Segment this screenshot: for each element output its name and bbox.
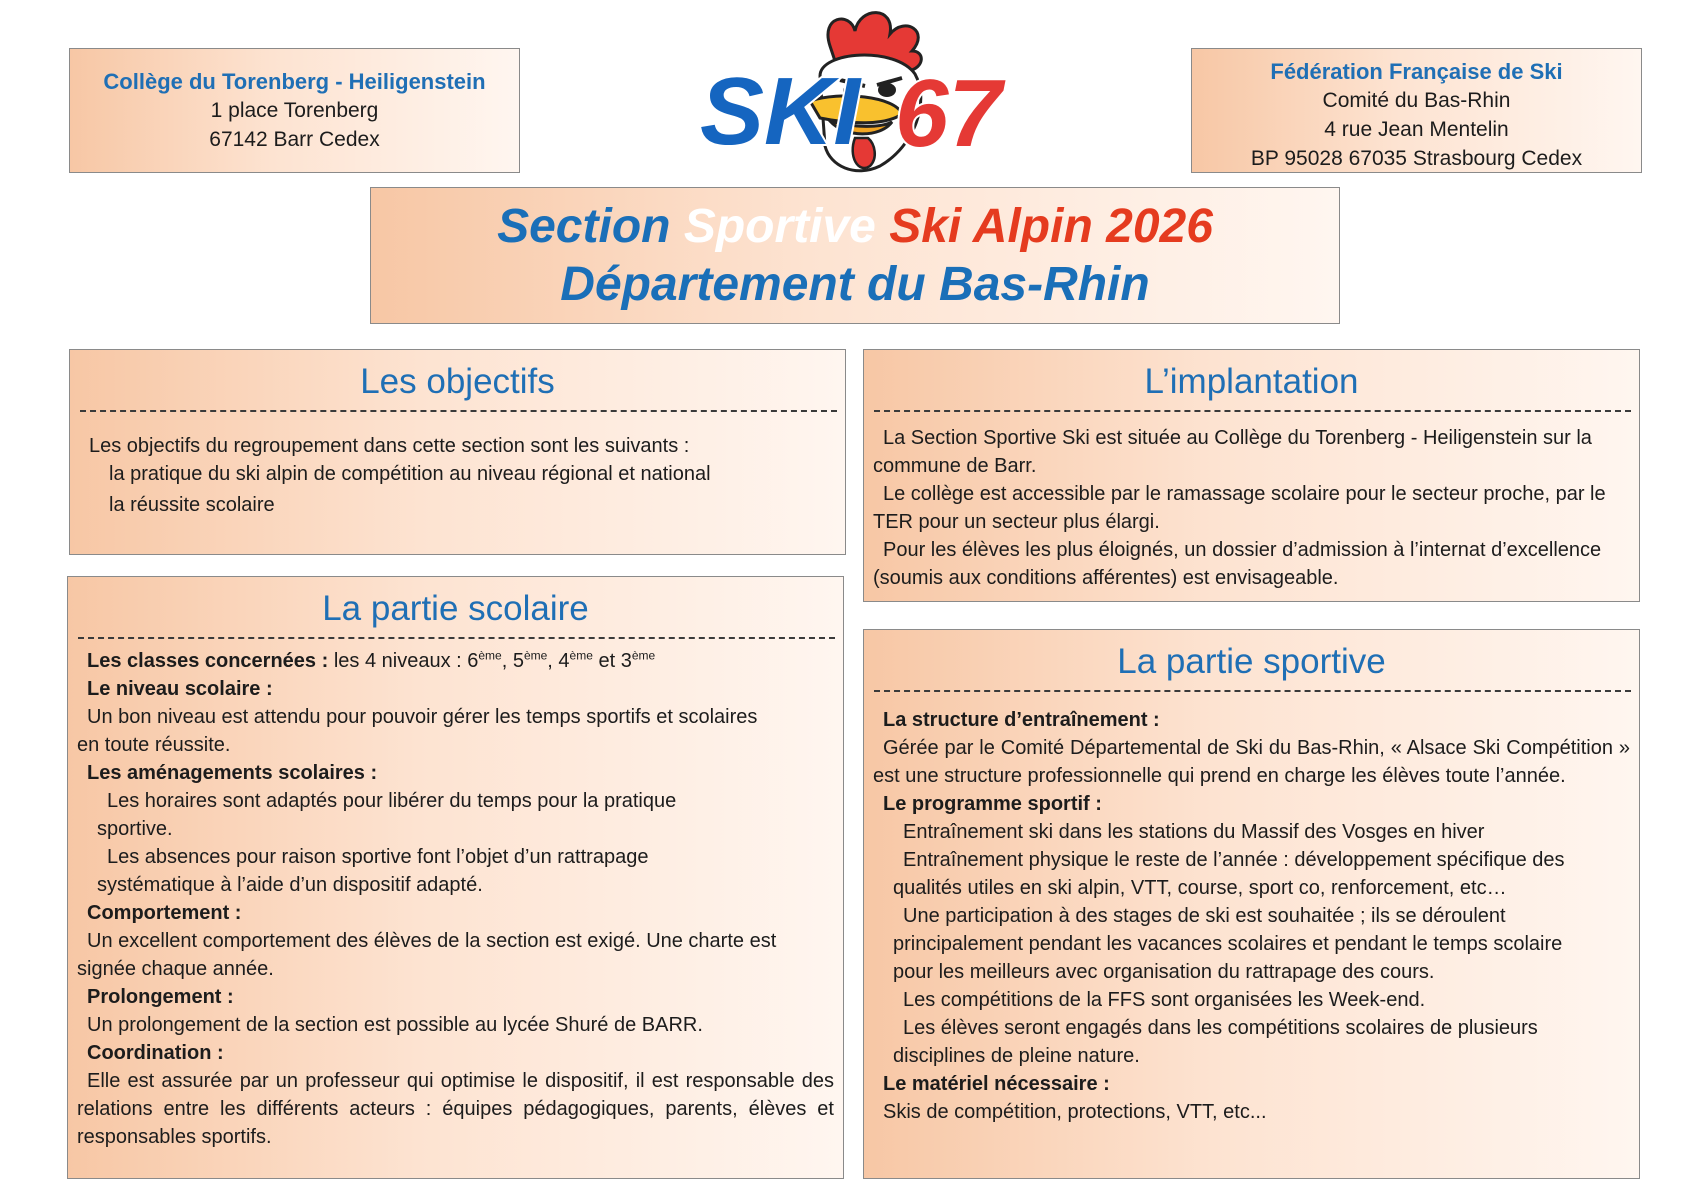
federation-committee: Comité du Bas-Rhin bbox=[1322, 89, 1511, 112]
materiel-label: Le matériel nécessaire : bbox=[883, 1073, 1110, 1095]
implantation-content bbox=[864, 412, 1639, 592]
implantation-p1: La Section Sportive Ski est située au Collège du Torenberg - Heiligenstein sur la commune de Barr. bbox=[873, 427, 1592, 477]
objectifs-intro: Les objectifs du regroupement dans cette section sont les suivants : bbox=[89, 435, 690, 457]
objectifs-content bbox=[70, 412, 845, 519]
logo-67-text: 67 bbox=[895, 60, 1002, 167]
federation-address-box bbox=[1191, 48, 1642, 173]
coord-text: Elle est assurée par un professeur qui optimise le dispositif, il est responsable des relations entre les différents acteurs : équipes pédagogiques, parents, élèves et responsables sportifs. bbox=[77, 1070, 834, 1148]
implantation-p3: Pour les élèves les plus éloignés, un dossier d’admission à l’internat d’excellence (soumis aux conditions afférentes) est envisageable. bbox=[873, 539, 1602, 589]
programme-item: Entraînement physique le reste de l’année : développement spécifique des qualités utiles en ski alpin, VTT, course, sport co, renforcement, etc… bbox=[893, 849, 1565, 899]
programme-item: Les compétitions de la FFS sont organisées les Week-end. bbox=[903, 989, 1426, 1011]
structure-text: Gérée par le Comité Départemental de Ski du Bas-Rhin, « Alsace Ski Compétition » est une structure professionnelle qui prend en charge les élèves toute l’année. bbox=[873, 737, 1630, 787]
programme-item: Une participation à des stages de ski est souhaitée ; ils se déroulent principalement pendant les vacances scolaires et pendant le temps scolaire pour les meilleurs avec organisation du rattrapage des cours. bbox=[893, 905, 1563, 983]
objectifs-item: la pratique du ski alpin de compétition au niveau régional et national bbox=[109, 463, 711, 485]
title-line-1 bbox=[371, 198, 1339, 256]
title-line-2: Département du Bas-Rhin bbox=[560, 258, 1150, 311]
niveau-label: Le niveau scolaire : bbox=[87, 678, 273, 700]
rooster-mascot-icon bbox=[680, 6, 1040, 186]
structure-label: La structure d’entraînement : bbox=[883, 709, 1160, 731]
title-word-section: Section bbox=[497, 200, 671, 253]
prolong-label: Prolongement : bbox=[87, 986, 234, 1008]
level-value: et 3 bbox=[598, 650, 632, 672]
comport-label: Comportement : bbox=[87, 902, 242, 924]
amenag-item: Les absences pour raison sportive font l’objet d’un rattrapage systématique à l’aide d’un dispositif adapté. bbox=[97, 846, 649, 896]
college-city: 67142 Barr Cedex bbox=[209, 128, 380, 151]
ski67-logo bbox=[680, 6, 1040, 186]
comport-text: Un excellent comportement des élèves de la section est exigé. Une charte est signée chaque année. bbox=[77, 930, 777, 980]
amenag-item: Les horaires sont adaptés pour libérer du temps pour la pratique sportive. bbox=[97, 790, 677, 840]
federation-street: 4 rue Jean Mentelin bbox=[1324, 118, 1509, 141]
implantation-p2: Le collège est accessible par le ramassage scolaire pour le secteur proche, par le TER pour un secteur plus élargi. bbox=[873, 483, 1606, 533]
niveau-text: Un bon niveau est attendu pour pouvoir gérer les temps sportifs et scolaires en toute réussite. bbox=[77, 706, 758, 756]
college-name: Collège du Torenberg - Heiligenstein bbox=[103, 69, 486, 94]
level-value: 5 bbox=[512, 650, 524, 672]
implantation-panel bbox=[863, 349, 1640, 602]
prolong-text: Un prolongement de la section est possible au lycée Shuré de BARR. bbox=[87, 1014, 703, 1036]
classes-label: Les classes concernées : bbox=[87, 650, 329, 672]
page-title-box bbox=[370, 187, 1340, 324]
federation-name: Fédération Française de Ski bbox=[1270, 59, 1563, 84]
materiel-text: Skis de compétition, protections, VTT, etc... bbox=[883, 1101, 1267, 1123]
federation-postbox: BP 95028 67035 Strasbourg Cedex bbox=[1250, 147, 1583, 170]
objectifs-title: Les objectifs bbox=[360, 362, 555, 401]
logo-ski-text: SKI bbox=[700, 58, 861, 165]
programme-item: Entraînement ski dans les stations du Massif des Vosges en hiver bbox=[903, 821, 1485, 843]
sportive-panel bbox=[863, 629, 1640, 1179]
objectifs-panel bbox=[69, 349, 846, 555]
ordinal-sup: ème bbox=[631, 648, 656, 663]
sportive-content bbox=[864, 692, 1639, 1126]
classes-line: Les classes concernées : les 4 niveaux : 6ème, 5ème, 4ème et 3ème bbox=[87, 648, 656, 672]
ordinal-sup: ème bbox=[523, 648, 548, 663]
college-street: 1 place Torenberg bbox=[210, 99, 379, 122]
objectifs-item: la réussite scolaire bbox=[109, 494, 275, 516]
programme-label: Le programme sportif : bbox=[883, 793, 1102, 815]
amenag-label: Les aménagements scolaires : bbox=[87, 762, 378, 784]
ordinal-sup: ème bbox=[478, 648, 502, 663]
sportive-title: La partie sportive bbox=[1117, 642, 1386, 681]
coord-label: Coordination : bbox=[87, 1042, 224, 1064]
implantation-title: L’implantation bbox=[1144, 362, 1359, 401]
scolaire-content bbox=[68, 639, 843, 1151]
scolaire-title: La partie scolaire bbox=[322, 589, 589, 628]
title-word-sportive: Sportive bbox=[683, 200, 876, 253]
ordinal-sup: ème bbox=[569, 648, 593, 663]
college-address-box bbox=[69, 48, 520, 173]
scolaire-panel bbox=[67, 576, 844, 1179]
classes-text: les 4 niveaux : 6 bbox=[333, 650, 479, 672]
programme-item: Les élèves seront engagés dans les compétitions scolaires de plusieurs disciplines de pleine nature. bbox=[893, 1017, 1538, 1067]
title-word-ski-alpin: Ski Alpin 2026 bbox=[889, 200, 1213, 253]
level-value: 4 bbox=[558, 650, 570, 672]
